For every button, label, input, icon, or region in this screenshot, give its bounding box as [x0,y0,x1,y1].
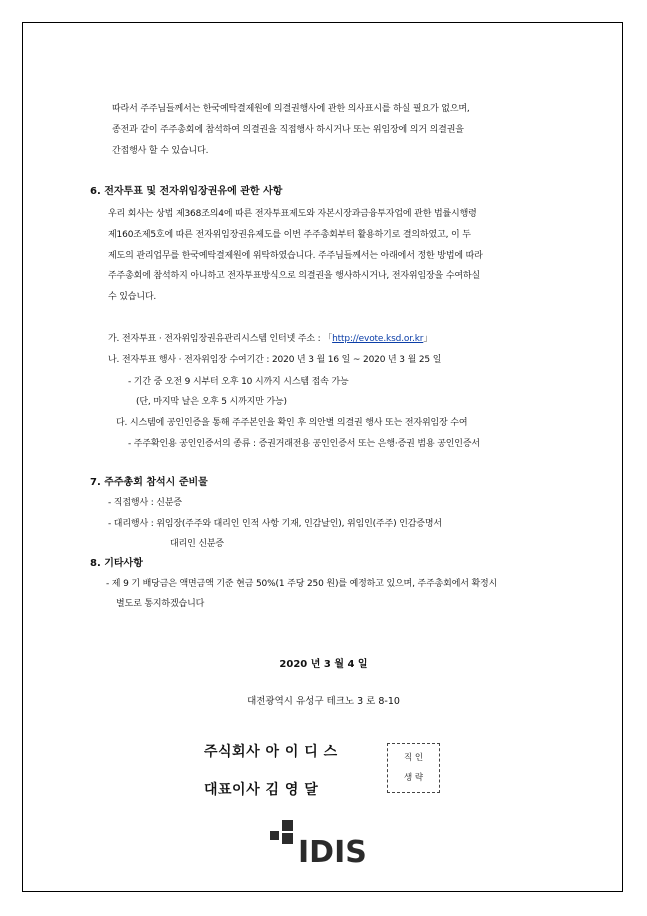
idis-logo [270,820,380,868]
seal-line-2: 생 략 [403,773,424,783]
company-address: 대전광역시 유성구 테크노 3 로 8-10 [247,696,400,707]
intro-line-2: 종전과 같이 주주총회에 참석하여 의결권을 직접행사 하시거나 또는 위임장에 의거 의결권을 [112,125,464,135]
section-6-para-line: 수 있습니다. [108,292,157,302]
section-7-line-2: - 대리행사 : 위임장(주주와 대리인 인적 사항 기재, 인감날인), 위임인(주주) 인감증명서 [108,519,442,529]
section-8-line-1: - 제 9 기 배당금은 액면금액 기준 현금 50%(1 주당 250 원)를 예정하고 있으며, 주주총회에서 확정시 [106,579,498,589]
item-ga [108,333,432,345]
item-ga-prefix: 가. 전자투표 · 전자위임장권유관리시스템 인터넷 주소 : 「 [108,334,333,344]
seal-omitted-box [387,743,440,793]
section-7-line-1: - 직접행사 : 신분증 [108,498,182,508]
ceo-name: 대표이사 김 영 달 [204,782,319,798]
section-6-para-line: 제160조제5호에 따른 전자위임장권유제도를 이번 주주총회부터 활용하기로 결의하였고, 이 두 [108,230,471,240]
section-6-heading: 6. 전자투표 및 전자위임장권유에 관한 사항 [90,186,283,197]
logo-text: IDIS [298,835,367,868]
seal-line-1: 직 인 [403,753,424,763]
section-6-para-line: 제도의 관리업무를 한국예탁결제원에 위탁하였습니다. 주주님들께서는 아래에서 정한 방법에 따라 [108,251,483,261]
section-8-heading: 8. 기타사항 [90,558,143,569]
logo-square-top [282,820,293,831]
intro-line-1: 따라서 주주님들께서는 한국예탁결제원에 의결권행사에 관한 의사표시를 하실 필요가 없으며, [112,104,470,114]
item-na-sub-2: (단, 마지막 날은 오후 5 시까지만 가능) [136,397,287,407]
logo-square-small [270,831,279,840]
section-8-line-2: 별도로 통지하겠습니다 [116,599,205,609]
item-da-sub: - 주주확인용 공인인증서의 종류 : 증권거래전용 공인인증서 또는 은행·증권 범용 공인인증서 [128,439,480,449]
item-na-sub-1: - 기간 중 오전 9 시부터 오후 10 시까지 시스템 접속 가능 [128,377,349,387]
section-7-heading: 7. 주주총회 참석시 준비물 [90,477,208,488]
company-name: 주식회사 아 이 디 스 [204,744,338,760]
item-na: 나. 전자투표 행사 · 전자위임장 수여기간 : 2020 년 3 월 16 일 ~ 2020 년 3 월 25 일 [108,355,442,365]
item-da: 다. 시스템에 공인인증을 통해 주주본인을 확인 후 의안별 의결권 행사 또는 전자위임장 수여 [116,418,468,428]
evote-link[interactable]: http://evote.ksd.or.kr [332,334,424,344]
document-date: 2020 년 3 월 4 일 [279,659,368,670]
logo-square-middle [282,833,293,844]
section-6-para-line: 우리 회사는 상법 제368조의4에 따른 전자투표제도와 자본시장과금융투자업에 관한 법률시행령 [108,209,477,219]
item-ga-suffix: 」 [423,334,433,344]
section-7-line-3: 대리인 신분증 [170,539,224,549]
intro-line-3: 간접행사 할 수 있습니다. [112,146,209,156]
section-6-para-line: 주주총회에 참석하지 아니하고 전자투표방식으로 의결권을 행사하시거나, 전자위임장을 수여하실 [108,271,480,281]
